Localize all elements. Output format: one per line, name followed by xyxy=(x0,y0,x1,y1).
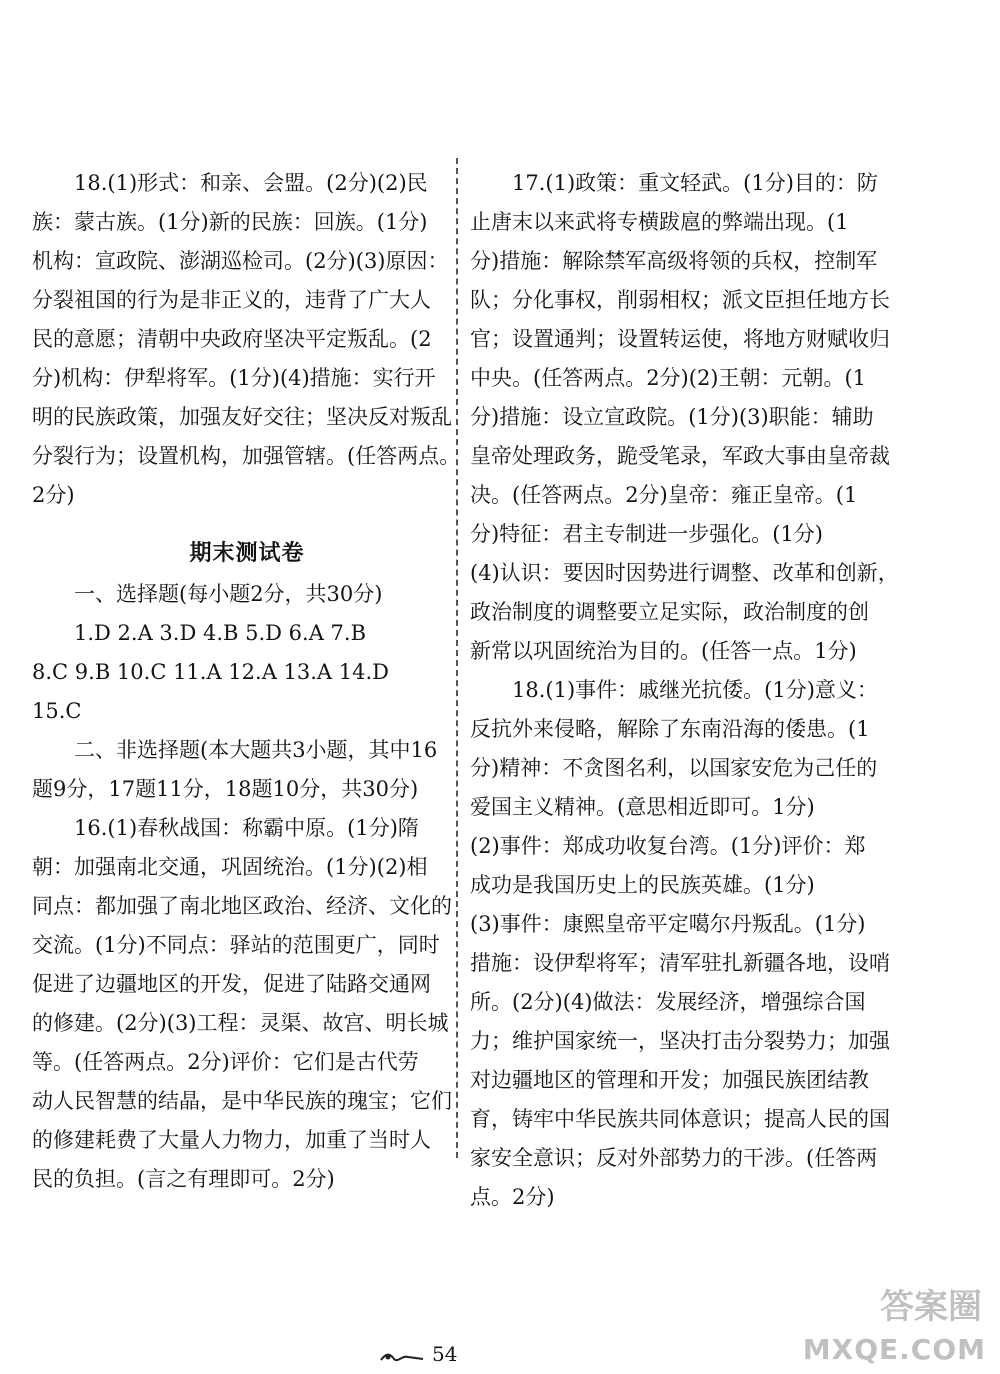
column-divider xyxy=(456,158,458,1158)
choice-answer-line: 1.D 2.A 3.D 4.B 5.D 6.A 7.B xyxy=(74,621,367,645)
left-column xyxy=(32,164,462,1199)
answer-line: 分)精神：不贪图名利，以国家安危为己任的 xyxy=(470,756,878,780)
answer-line: 分)措施：解除禁军高级将领的兵权，控制军 xyxy=(470,249,878,273)
answer-line: 分)机构：伊犁将军。(1分)(4)措施：实行开 xyxy=(32,366,436,390)
answer-line: 18.(1)事件：戚继光抗倭。(1分)意义： xyxy=(512,678,878,702)
answer-line: 民的负担。(言之有理即可。2分) xyxy=(32,1167,335,1191)
answer-line: 新常以巩固统治为目的。(任答一点。1分) xyxy=(470,639,857,663)
section2-heading-line: 二、非选择题(本大题共3小题，其中16 xyxy=(74,738,438,762)
answer-line: 等。(任答两点。2分)评价：它们是古代劳 xyxy=(32,1050,419,1074)
answer-line: 民的意愿；清朝中央政府坚决平定叛乱。(2 xyxy=(32,327,432,351)
answer-line: 明的民族政策，加强友好交往；坚决反对叛乱 xyxy=(32,405,452,429)
answer-line: 止唐末以来武将专横跋扈的弊端出现。(1 xyxy=(470,210,849,234)
answer-line: (3)事件：康熙皇帝平定噶尔丹叛乱。(1分) xyxy=(470,912,866,936)
answer-line: 机构：宣政院、澎湖巡检司。(2分)(3)原因： xyxy=(32,249,449,273)
choice-answer-line: 15.C xyxy=(32,699,82,723)
section1-heading: 一、选择题(每小题2分，共30分) xyxy=(74,582,383,606)
section2-heading xyxy=(32,731,462,809)
answer-line: 促进了边疆地区的开发，促进了陆路交通网 xyxy=(32,972,431,996)
answer-line: 力；维护国家统一，坚决打击分裂势力；加强 xyxy=(470,1029,890,1053)
answer-line: 族：蒙古族。(1分)新的民族：回族。(1分) xyxy=(32,210,428,234)
watermark xyxy=(802,1288,992,1368)
answer-line: 家安全意识；反对外部势力的干涉。(任答两 xyxy=(470,1146,878,1170)
answer-line: 反抗外来侵略，解除了东南沿海的倭患。(1 xyxy=(470,717,870,741)
answer-line: 分裂祖国的行为是非正义的，违背了广大人 xyxy=(32,288,431,312)
answer-line: 措施：设伊犁将军；清军驻扎新疆各地，设哨 xyxy=(470,951,890,975)
answer-line: 2分) xyxy=(32,483,75,507)
answer-line: 政治制度的调整要立足实际，政治制度的创 xyxy=(470,600,869,624)
answer-q16 xyxy=(32,809,462,1199)
right-column xyxy=(470,164,900,1217)
answer-line: 分)措施：设立宣政院。(1分)(3)职能：辅助 xyxy=(470,405,874,429)
answer-line: 所。(2分)(4)做法：发展经济，增强综合国 xyxy=(470,990,866,1014)
answer-line: 分)特征：君主专制进一步强化。(1分) xyxy=(470,522,823,546)
answer-q18 xyxy=(470,671,900,1217)
answer-line: (4)认识：要因时因势进行调整、改革和创新， xyxy=(470,561,899,585)
choice-answers xyxy=(32,614,462,731)
section2-heading-line: 题9分，17题11分，18题10分，共30分) xyxy=(32,777,419,801)
answer-line: 17.(1)政策：重文轻武。(1分)目的：防 xyxy=(512,171,878,195)
answer-line: 的修建耗费了大量人力物力，加重了当时人 xyxy=(32,1128,431,1152)
answer-line: 爱国主义精神。(意思相近即可。1分) xyxy=(470,795,815,819)
answer-line: 交流。(1分)不同点：驿站的范围更广，同时 xyxy=(32,933,440,957)
answer-line: 分裂行为；设置机构，加强管辖。(任答两点。 xyxy=(32,444,461,468)
answer-line: 点。2分) xyxy=(470,1185,555,1209)
answer-line: (2)事件：郑成功收复台湾。(1分)评价：郑 xyxy=(470,834,866,858)
answer-line: 16.(1)春秋战国：称霸中原。(1分)隋 xyxy=(74,816,419,840)
answer-line: 决。(任答两点。2分)皇帝：雍正皇帝。(1 xyxy=(470,483,858,507)
answer-line: 成功是我国历史上的民族英雄。(1分) xyxy=(470,873,815,897)
answer-line: 动人民智慧的结晶，是中华民族的瑰宝；它们 xyxy=(32,1089,452,1113)
answer-line: 队；分化事权，削弱相权；派文臣担任地方长 xyxy=(470,288,890,312)
page-number: 54 xyxy=(432,1342,458,1366)
answer-line: 皇帝处理政务，跪受笔录，军政大事由皇帝裁 xyxy=(470,444,890,468)
answer-q17 xyxy=(470,164,900,671)
watermark-logo-text: 答案圈 xyxy=(880,1287,982,1327)
answer-line: 朝：加强南北交通，巩固统治。(1分)(2)相 xyxy=(32,855,428,879)
choice-answer-line: 8.C 9.B 10.C 11.A 12.A 13.A 14.D xyxy=(32,660,390,684)
answer-line: 对边疆地区的管理和开发；加强民族团结教 xyxy=(470,1068,869,1092)
exam-title: 期末测试卷 xyxy=(189,540,305,566)
answer-line: 同点：都加强了南北地区政治、经济、文化的 xyxy=(32,894,452,918)
answer-line: 的修建。(2分)(3)工程：灵渠、故宫、明长城 xyxy=(32,1011,449,1035)
answer-q18-prev xyxy=(32,164,462,515)
answer-line: 18.(1)形式：和亲、会盟。(2分)(2)民 xyxy=(74,171,428,195)
answer-line: 官；设置通判；设置转运使，将地方财赋收归 xyxy=(470,327,890,351)
answer-line: 育，铸牢中华民族共同体意识；提高人民的国 xyxy=(470,1107,890,1131)
watermark-url: MXQE.COM xyxy=(802,1333,986,1366)
publisher-logo-icon xyxy=(380,1348,424,1360)
page-footer xyxy=(380,1342,457,1366)
answer-line: 中央。(任答两点。2分)(2)王朝：元朝。(1 xyxy=(470,366,867,390)
